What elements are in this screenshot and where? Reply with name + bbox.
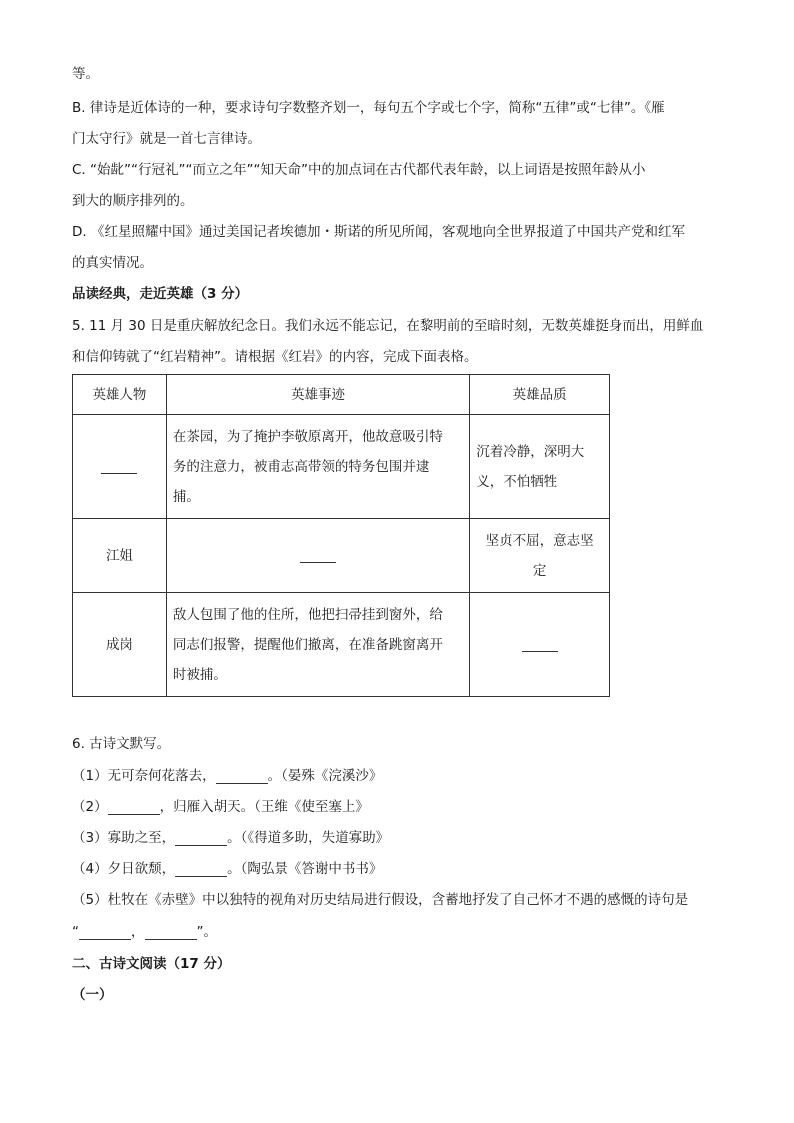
answer-blank[interactable]: [108, 800, 160, 815]
cell-line: 义，不怕牺牲: [476, 473, 558, 490]
option-c-line-1: C. “始龀”“行冠礼”“而立之年”“知天命”中的加点词在古代都代表年龄，以上词语是按照年龄从小: [72, 162, 646, 178]
hero-table: [72, 374, 610, 697]
q5-line-2: 和信仰铸就了“红岩精神”。请根据《红岩》的内容，完成下面表格。: [72, 349, 478, 365]
cell-line: 务的注意力，被甫志高带领的特务包围并逮: [172, 458, 430, 475]
sub-heading: （一）: [72, 987, 113, 1003]
table-header: 英雄品质: [470, 375, 610, 415]
text-line: 等。: [72, 66, 99, 82]
answer-blank[interactable]: [79, 925, 131, 940]
section-heading: 品读经典，走近英雄（3 分）: [72, 286, 249, 302]
cell-line: 同志们报警，提醒他们撤离，在准备跳窗离开: [172, 636, 443, 653]
option-b-line-1: B. 律诗是近体诗的一种，要求诗句字数整齐划一，每句五个字或七个字，简称“五律”或“七律”。《雁: [72, 100, 665, 116]
q5-line-1: 5. 11 月 30 日是重庆解放纪念日。我们永远不能忘记，在黎明前的至暗时刻，无数英雄挺身而出，用鲜血: [72, 318, 704, 334]
cell-line: 定: [532, 562, 547, 579]
hero-name-cell: 江姐: [73, 519, 167, 593]
answer-blank[interactable]: [145, 925, 197, 940]
answer-blank[interactable]: [300, 548, 336, 563]
hero-quality-cell: [470, 593, 610, 697]
table-row: [73, 593, 610, 697]
cell-line: 坚贞不屈，意志坚: [485, 532, 594, 549]
q6-title: 6. 古诗文默写。: [72, 736, 171, 752]
hero-deeds-cell: [166, 593, 469, 697]
cell-line: 在茶园，为了掩护李敬原离开，他故意吸引特: [172, 428, 443, 445]
q6-item-4: （4）夕日欲颓， 。（陶弘景《答谢中书书》: [72, 861, 383, 877]
q6-item-1: （1）无可奈何花落去， 。（晏殊《浣溪沙》: [72, 768, 383, 784]
answer-blank[interactable]: [101, 459, 137, 474]
answer-blank[interactable]: [175, 831, 227, 846]
table-header: 英雄事迹: [166, 375, 469, 415]
answer-blank[interactable]: [522, 637, 558, 652]
option-d-line-1: D. 《红星照耀中国》通过美国记者埃德加・斯诺的所见所闻，客观地向全世界报道了中国共产党和红军: [72, 224, 685, 240]
cell-line: 敌人包围了他的住所，他把扫帚挂到窗外，给: [172, 606, 443, 623]
cell-line: 时被捕。: [172, 666, 227, 683]
hero-name-cell: 成岗: [73, 593, 167, 697]
option-c-line-2: 到大的顺序排列的。: [72, 193, 194, 209]
answer-blank[interactable]: [216, 769, 268, 784]
hero-quality-cell: [470, 415, 610, 519]
q6-item-2: （2） ，归雁入胡天。（王维《使至塞上》: [72, 799, 369, 815]
option-d-line-2: 的真实情况。: [72, 255, 153, 271]
q6-item-5-line-2: “ ， ”。: [72, 924, 217, 940]
table-row: [73, 519, 610, 593]
table-header: 英雄人物: [73, 375, 167, 415]
q6-item-5-line-1: （5）杜牧在《赤壁》中以独特的视角对历史结局进行假设，含蓄地抒发了自己怀才不遇的感慨的诗句是: [72, 892, 689, 908]
hero-deeds-cell: [166, 519, 469, 593]
table-header-row: [73, 375, 610, 415]
hero-name-cell: [73, 415, 167, 519]
answer-blank[interactable]: [175, 862, 227, 877]
hero-deeds-cell: [166, 415, 469, 519]
section-2-heading: 二、古诗文阅读（17 分）: [72, 956, 231, 972]
option-b-line-2: 门太守行》就是一首七言律诗。: [72, 131, 261, 147]
q6-item-3: （3）寡助之至， 。（《得道多助，失道寡助》: [72, 830, 390, 846]
cell-line: 沉着冷静，深明大: [476, 443, 585, 460]
hero-quality-cell: [470, 519, 610, 593]
table-row: [73, 415, 610, 519]
cell-line: 捕。: [172, 488, 200, 505]
